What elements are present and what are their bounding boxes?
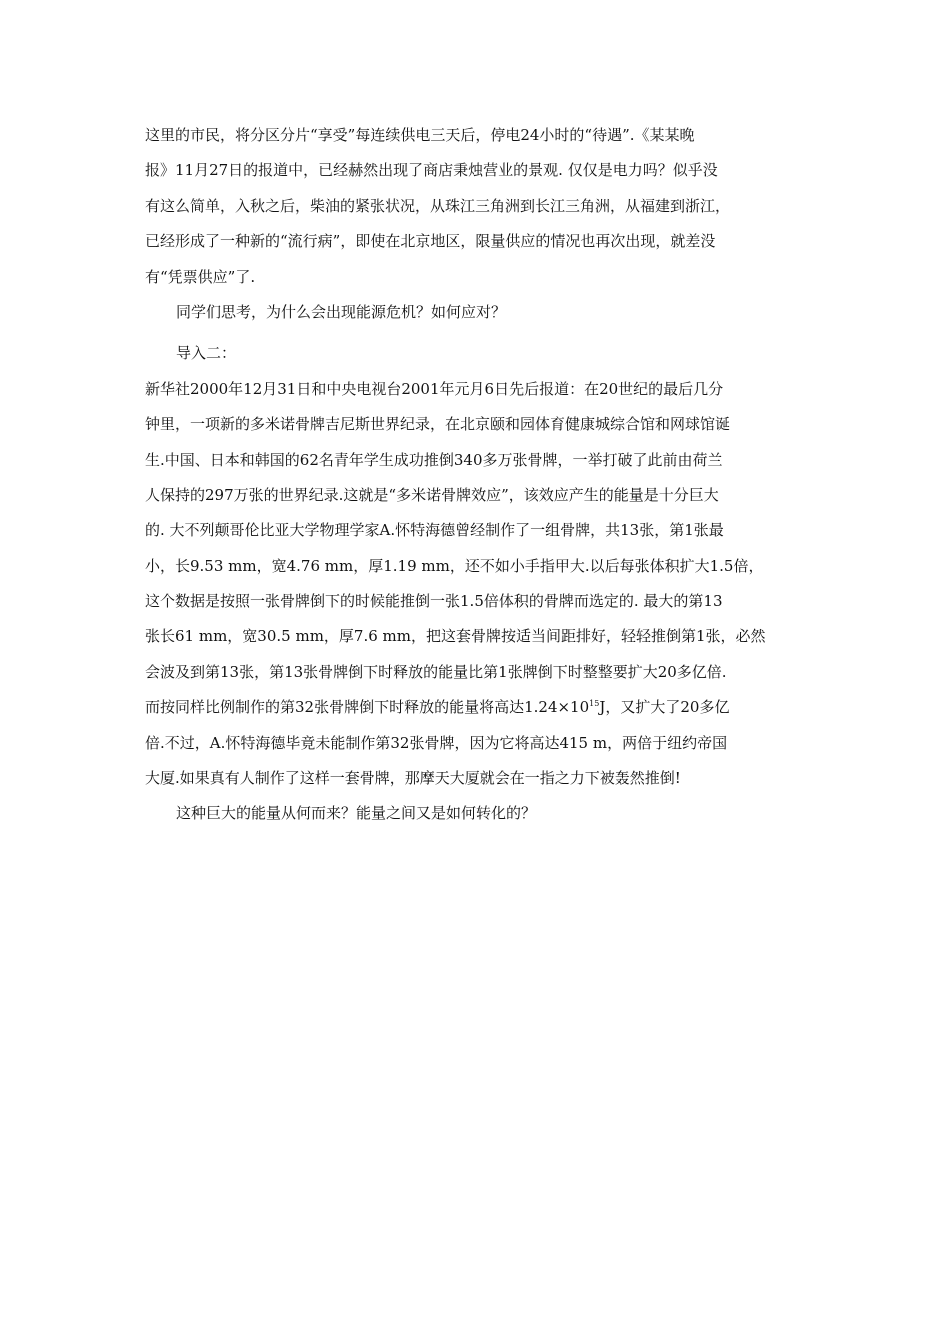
text-line: 大厦.如果真有人制作了这样一套骨牌，那摩天大厦就会在一指之力下被轰然推倒! xyxy=(145,769,681,788)
text-line: 倍.不过，A.怀特海德毕竟未能制作第32张骨牌，因为它将高达415 m，两倍于纽约帝国 xyxy=(145,733,728,752)
question-energy-conversion: 这种巨大的能量从何而来？能量之间又是如何转化的？ xyxy=(176,804,537,823)
text-line: 张长61 mm，宽30.5 mm，厚7.6 mm，把这套骨牌按适当间距排好，轻轻推倒第1张，必然 xyxy=(145,627,766,646)
energy-text-before: 而按同样比例制作的第32张骨牌倒下时释放的能量将高达1.24×10 xyxy=(145,698,590,717)
text-line-energy xyxy=(145,690,821,725)
text-line: 会波及到第13张，第13张骨牌倒下时释放的能量比第1张牌倒下时整整要扩大20多亿倍. xyxy=(145,662,727,681)
paragraph-domino-effect xyxy=(145,372,821,797)
energy-exponent: 15 xyxy=(589,699,600,709)
text-line: 生.中国、日本和韩国的62名青年学生成功推倒340多万张骨牌，一举打破了此前由荷兰 xyxy=(145,450,723,469)
question-energy-crisis: 同学们思考，为什么会出现能源危机？如何应对？ xyxy=(176,302,507,321)
energy-text-after: J，又扩大了20多亿 xyxy=(599,698,730,717)
text-line: 有“凭票供应”了. xyxy=(145,267,256,286)
text-line: 钟里，一项新的多米诺骨牌吉尼斯世界纪录，在北京颐和园体育健康城综合馆和网球馆诞 xyxy=(145,415,731,434)
paragraph-power-shortage xyxy=(145,118,821,295)
text-line: 人保持的297万张的世界纪录.这就是“多米诺骨牌效应”，该效应产生的能量是十分巨大 xyxy=(145,485,719,504)
text-line: 这里的市民，将分区分片“享受”每连续供电三天后，停电24小时的“待遇”.《某某晚 xyxy=(145,126,695,144)
text-line: 新华社2000年12月31日和中央电视台2001年元月6日先后报道：在20世纪的最后几分 xyxy=(145,379,724,398)
text-line: 的. 大不列颠哥伦比亚大学物理学家A.怀特海德曾经制作了一组骨牌，共13张，第1张最 xyxy=(145,521,724,540)
text-line: 已经形成了一种新的“流行病”，即使在北京地区，限量供应的情况也再次出现，就差没 xyxy=(145,232,716,251)
text-line: 这个数据是按照一张骨牌倒下的时候能推倒一张1.5倍体积的骨牌而选定的. 最大的第13 xyxy=(145,592,723,611)
text-line: 报》11月27日的报道中，已经赫然出现了商店秉烛营业的景观. 仅仅是电力吗？似乎没 xyxy=(145,161,718,180)
text-line: 小，长9.53 mm，宽4.76 mm，厚1.19 mm，还不如小手指甲大.以后每张体积扩大1.5倍， xyxy=(145,556,764,575)
section-heading-intro-two: 导入二： xyxy=(176,344,237,363)
document-body xyxy=(145,118,821,832)
text-line: 有这么简单，入秋之后，柴油的紧张状况，从珠江三角洲到长江三角洲，从福建到浙江， xyxy=(145,196,731,215)
